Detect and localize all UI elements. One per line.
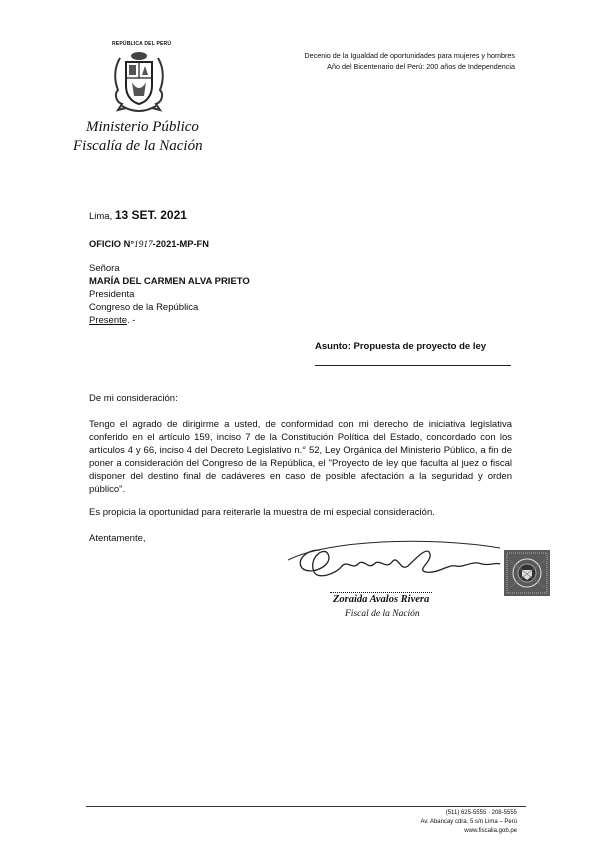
date-stamp: 13 SET. 2021 (114, 208, 187, 222)
decade-line: Decenio de la Igualdad de oportunidades para mujeres y hombres (304, 51, 515, 60)
recipient-org: Congreso de la República (89, 302, 199, 313)
footer-phone: (511) 625-5555 · 208-5555 (445, 810, 517, 816)
presente-suffix: . - (127, 315, 136, 326)
footer-divider (86, 806, 526, 807)
footer-contact (340, 809, 517, 836)
office-number (89, 239, 209, 250)
signer-role: Fiscal de la Nación (345, 609, 420, 619)
official-stamp (504, 550, 550, 596)
closing-paragraph: Es propicia la oportunidad para reiterarle la muestra de mi especial consideración. (89, 507, 435, 518)
office-suffix: -2021-MP-FN (152, 239, 209, 249)
institution-name: Ministerio Público (86, 119, 199, 135)
handwritten-signature (288, 536, 508, 586)
greeting: De mi consideración: (89, 393, 178, 404)
year-line: Año del Bicentenario del Perú: 200 años de Independencia (327, 62, 515, 71)
decade-header (250, 50, 515, 72)
recipient-title: Presidenta (89, 289, 135, 300)
subject: Asunto: Propuesta de proyecto de ley (315, 341, 487, 352)
institution-subname: Fiscalía de la Nación (73, 138, 203, 154)
coat-of-arms-icon (108, 50, 170, 116)
office-number-handwritten: 1917 (134, 240, 153, 250)
footer-address: Av. Abancay cdra. 5 s/n Lima – Perú (420, 819, 517, 825)
recipient-block (89, 262, 250, 327)
sign-off: Atentamente, (89, 533, 146, 544)
signer-name: Zoraida Avalos Rivera (333, 594, 430, 605)
salutation: Señora (89, 263, 120, 274)
letter-date (89, 208, 187, 222)
seal-label: REPÚBLICA DEL PERÚ (112, 41, 172, 47)
signature-line (330, 592, 432, 593)
city: Lima, (89, 211, 113, 222)
subject-underline (315, 365, 511, 366)
office-prefix: OFICIO N° (89, 239, 135, 249)
footer-website: www.fiscalia.gob.pe (464, 828, 517, 834)
body-paragraph: Tengo el agrado de dirigirme a usted, de conformidad con mi derecho de iniciativa legislativa conferido en el artículo 159, inciso 7 de la Constitución Política del Estado, concordado con los artículos 4 y 66, inciso 4 del Decreto Legislativo n.° 52, Ley Orgánica del Ministerio Público, a fin de poner a consideración del Congreso de la República, el "Proyecto de ley que faculta al juez o fiscal disponer del destino final de cadáveres en caso de posible afectación a la seguridad y orden público". (89, 419, 512, 495)
presente: Presente (89, 315, 128, 326)
presente-line (89, 314, 250, 327)
recipient-name: MARÍA DEL CARMEN ALVA PRIETO (89, 276, 250, 287)
